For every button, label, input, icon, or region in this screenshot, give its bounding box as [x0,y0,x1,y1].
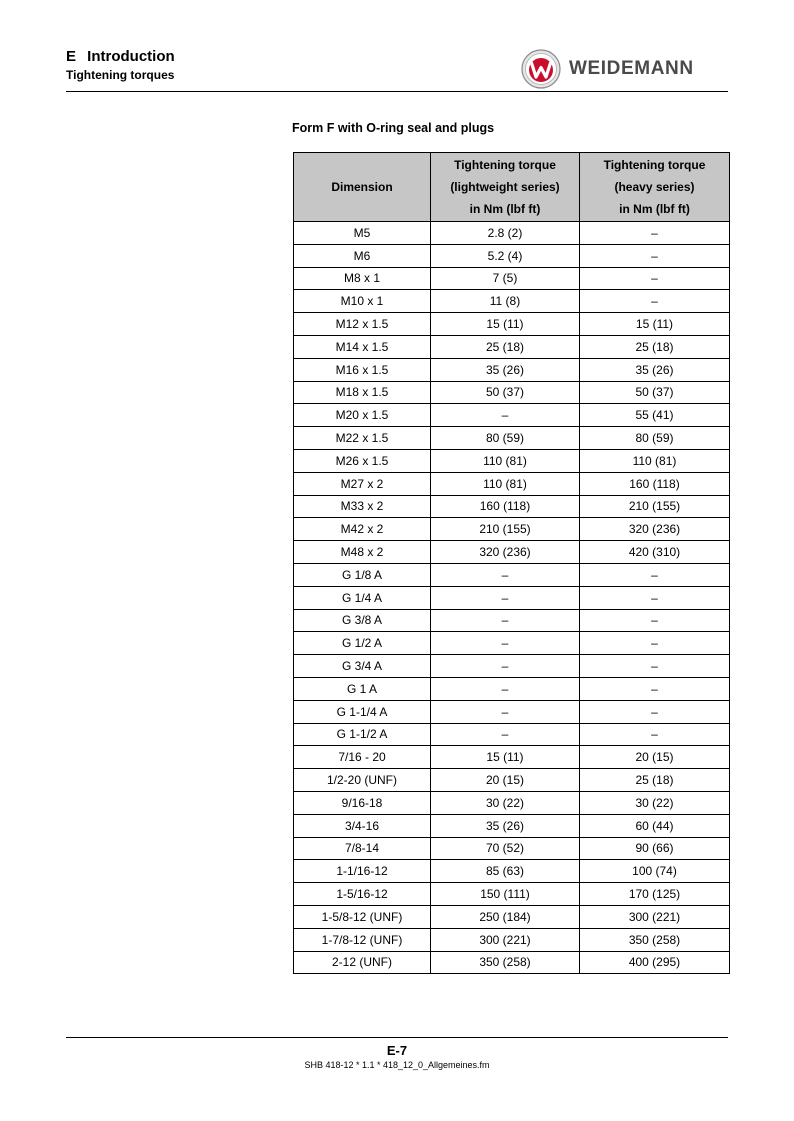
chapter-title: Introduction [87,48,175,65]
chapter-letter: E [66,48,77,65]
brand-name: WEIDEMANN [569,58,694,79]
table-row [294,951,730,974]
cell-dimension: M12 x 1.5 [294,313,431,336]
cell-torque-lightweight: 300 (221) [431,928,580,951]
cell-torque-lightweight: 15 (11) [431,746,580,769]
table-row [294,381,730,404]
cell-torque-lightweight: – [431,586,580,609]
cell-dimension: G 1/2 A [294,632,431,655]
cell-torque-lightweight: 2.8 (2) [431,222,580,245]
cell-dimension: 1-5/8-12 (UNF) [294,905,431,928]
cell-dimension: M48 x 2 [294,541,431,564]
table-row [294,358,730,381]
cell-torque-lightweight: – [431,655,580,678]
cell-torque-lightweight: 150 (111) [431,883,580,906]
cell-torque-lightweight: 7 (5) [431,267,580,290]
cell-torque-lightweight: 5.2 (4) [431,244,580,267]
table-row [294,222,730,245]
cell-dimension: M22 x 1.5 [294,427,431,450]
cell-dimension: M8 x 1 [294,267,431,290]
cell-dimension: M33 x 2 [294,495,431,518]
cell-torque-heavy: – [580,609,730,632]
cell-torque-lightweight: – [431,723,580,746]
cell-torque-heavy: 50 (37) [580,381,730,404]
cell-torque-lightweight: 35 (26) [431,358,580,381]
cell-torque-heavy: 160 (118) [580,472,730,495]
cell-torque-heavy: – [580,700,730,723]
cell-dimension: 7/16 - 20 [294,746,431,769]
cell-torque-heavy: 60 (44) [580,814,730,837]
table-row [294,427,730,450]
weidemann-logo-icon [521,49,561,89]
cell-torque-heavy: 400 (295) [580,951,730,974]
cell-torque-heavy: 25 (18) [580,769,730,792]
header-dimension: Dimension [294,153,431,222]
cell-dimension: G 3/4 A [294,655,431,678]
header-heavy: Tightening torque (heavy series) in Nm (lbf ft) [580,153,730,222]
cell-torque-lightweight: 210 (155) [431,518,580,541]
cell-dimension: G 1/8 A [294,563,431,586]
header-divider [66,91,728,92]
cell-torque-heavy: 20 (15) [580,746,730,769]
torque-table [293,152,730,974]
table-row [294,928,730,951]
cell-torque-lightweight: 20 (15) [431,769,580,792]
table-row [294,472,730,495]
cell-torque-heavy: 210 (155) [580,495,730,518]
table-row [294,905,730,928]
cell-dimension: M16 x 1.5 [294,358,431,381]
table-row [294,700,730,723]
table-row [294,883,730,906]
cell-torque-heavy: 80 (59) [580,427,730,450]
table-row [294,632,730,655]
cell-torque-lightweight: 320 (236) [431,541,580,564]
cell-torque-heavy: – [580,723,730,746]
table-row [294,791,730,814]
table-row [294,837,730,860]
cell-dimension: 7/8-14 [294,837,431,860]
table-row [294,814,730,837]
cell-dimension: 1/2-20 (UNF) [294,769,431,792]
document-reference: SHB 418-12 * 1.1 * 418_12_0_Allgemeines.fm [304,1060,490,1070]
cell-dimension: M27 x 2 [294,472,431,495]
cell-torque-heavy: 100 (74) [580,860,730,883]
cell-torque-heavy: 35 (26) [580,358,730,381]
cell-torque-heavy: 30 (22) [580,791,730,814]
cell-torque-lightweight: – [431,609,580,632]
table-row [294,609,730,632]
cell-dimension: 3/4-16 [294,814,431,837]
cell-dimension: 2-12 (UNF) [294,951,431,974]
cell-dimension: 1-1/16-12 [294,860,431,883]
cell-torque-lightweight: – [431,677,580,700]
cell-torque-heavy: 300 (221) [580,905,730,928]
table-row [294,723,730,746]
cell-torque-heavy: – [580,222,730,245]
page-subtitle: Tightening torques [66,68,175,82]
table-row [294,677,730,700]
cell-torque-lightweight: 85 (63) [431,860,580,883]
cell-dimension: G 3/8 A [294,609,431,632]
cell-torque-heavy: – [580,563,730,586]
cell-torque-lightweight: 110 (81) [431,449,580,472]
cell-torque-heavy: 420 (310) [580,541,730,564]
cell-torque-lightweight: 50 (37) [431,381,580,404]
cell-dimension: M5 [294,222,431,245]
cell-dimension: M14 x 1.5 [294,335,431,358]
cell-dimension: 9/16-18 [294,791,431,814]
footer-divider [66,1037,728,1038]
table-row [294,290,730,313]
table-row [294,860,730,883]
cell-torque-lightweight: 350 (258) [431,951,580,974]
section-title: Form F with O-ring seal and plugs [292,121,495,135]
cell-torque-lightweight: 15 (11) [431,313,580,336]
table-header-row [294,153,730,222]
cell-dimension: 1-5/16-12 [294,883,431,906]
cell-torque-heavy: 25 (18) [580,335,730,358]
cell-torque-lightweight: – [431,700,580,723]
cell-dimension: M42 x 2 [294,518,431,541]
table-row [294,541,730,564]
table-row [294,495,730,518]
cell-dimension: M18 x 1.5 [294,381,431,404]
cell-torque-heavy: – [580,586,730,609]
cell-torque-heavy: 110 (81) [580,449,730,472]
table-row [294,518,730,541]
cell-torque-lightweight: 160 (118) [431,495,580,518]
table-row [294,655,730,678]
cell-torque-heavy: – [580,267,730,290]
table-row [294,746,730,769]
cell-torque-heavy: – [580,632,730,655]
cell-torque-heavy: – [580,290,730,313]
cell-torque-heavy: 15 (11) [580,313,730,336]
cell-torque-heavy: – [580,244,730,267]
cell-torque-lightweight: 11 (8) [431,290,580,313]
cell-torque-heavy: 350 (258) [580,928,730,951]
cell-torque-lightweight: 25 (18) [431,335,580,358]
cell-dimension: G 1-1/2 A [294,723,431,746]
table-row [294,244,730,267]
cell-dimension: M10 x 1 [294,290,431,313]
cell-dimension: G 1-1/4 A [294,700,431,723]
brand-logo [521,49,694,89]
table-row [294,769,730,792]
cell-torque-lightweight: 70 (52) [431,837,580,860]
header-lightweight: Tightening torque (lightweight series) in Nm (lbf ft) [431,153,580,222]
cell-torque-lightweight: 80 (59) [431,427,580,450]
cell-dimension: 1-7/8-12 (UNF) [294,928,431,951]
cell-torque-heavy: 90 (66) [580,837,730,860]
table-row [294,267,730,290]
table-row [294,563,730,586]
table-row [294,586,730,609]
cell-torque-heavy: 320 (236) [580,518,730,541]
cell-torque-lightweight: 30 (22) [431,791,580,814]
cell-torque-lightweight: – [431,404,580,427]
table-row [294,404,730,427]
chapter-heading [66,48,175,65]
cell-torque-heavy: 170 (125) [580,883,730,906]
cell-dimension: G 1 A [294,677,431,700]
cell-torque-lightweight: 35 (26) [431,814,580,837]
table-body [294,222,730,974]
cell-torque-lightweight: – [431,632,580,655]
cell-dimension: M6 [294,244,431,267]
cell-torque-heavy: – [580,677,730,700]
cell-torque-lightweight: 250 (184) [431,905,580,928]
cell-torque-lightweight: – [431,563,580,586]
table-row [294,335,730,358]
cell-dimension: M26 x 1.5 [294,449,431,472]
cell-torque-heavy: 55 (41) [580,404,730,427]
table-row [294,449,730,472]
cell-torque-lightweight: 110 (81) [431,472,580,495]
cell-dimension: M20 x 1.5 [294,404,431,427]
table-row [294,313,730,336]
cell-torque-heavy: – [580,655,730,678]
cell-dimension: G 1/4 A [294,586,431,609]
page-number: E-7 [386,1043,408,1058]
